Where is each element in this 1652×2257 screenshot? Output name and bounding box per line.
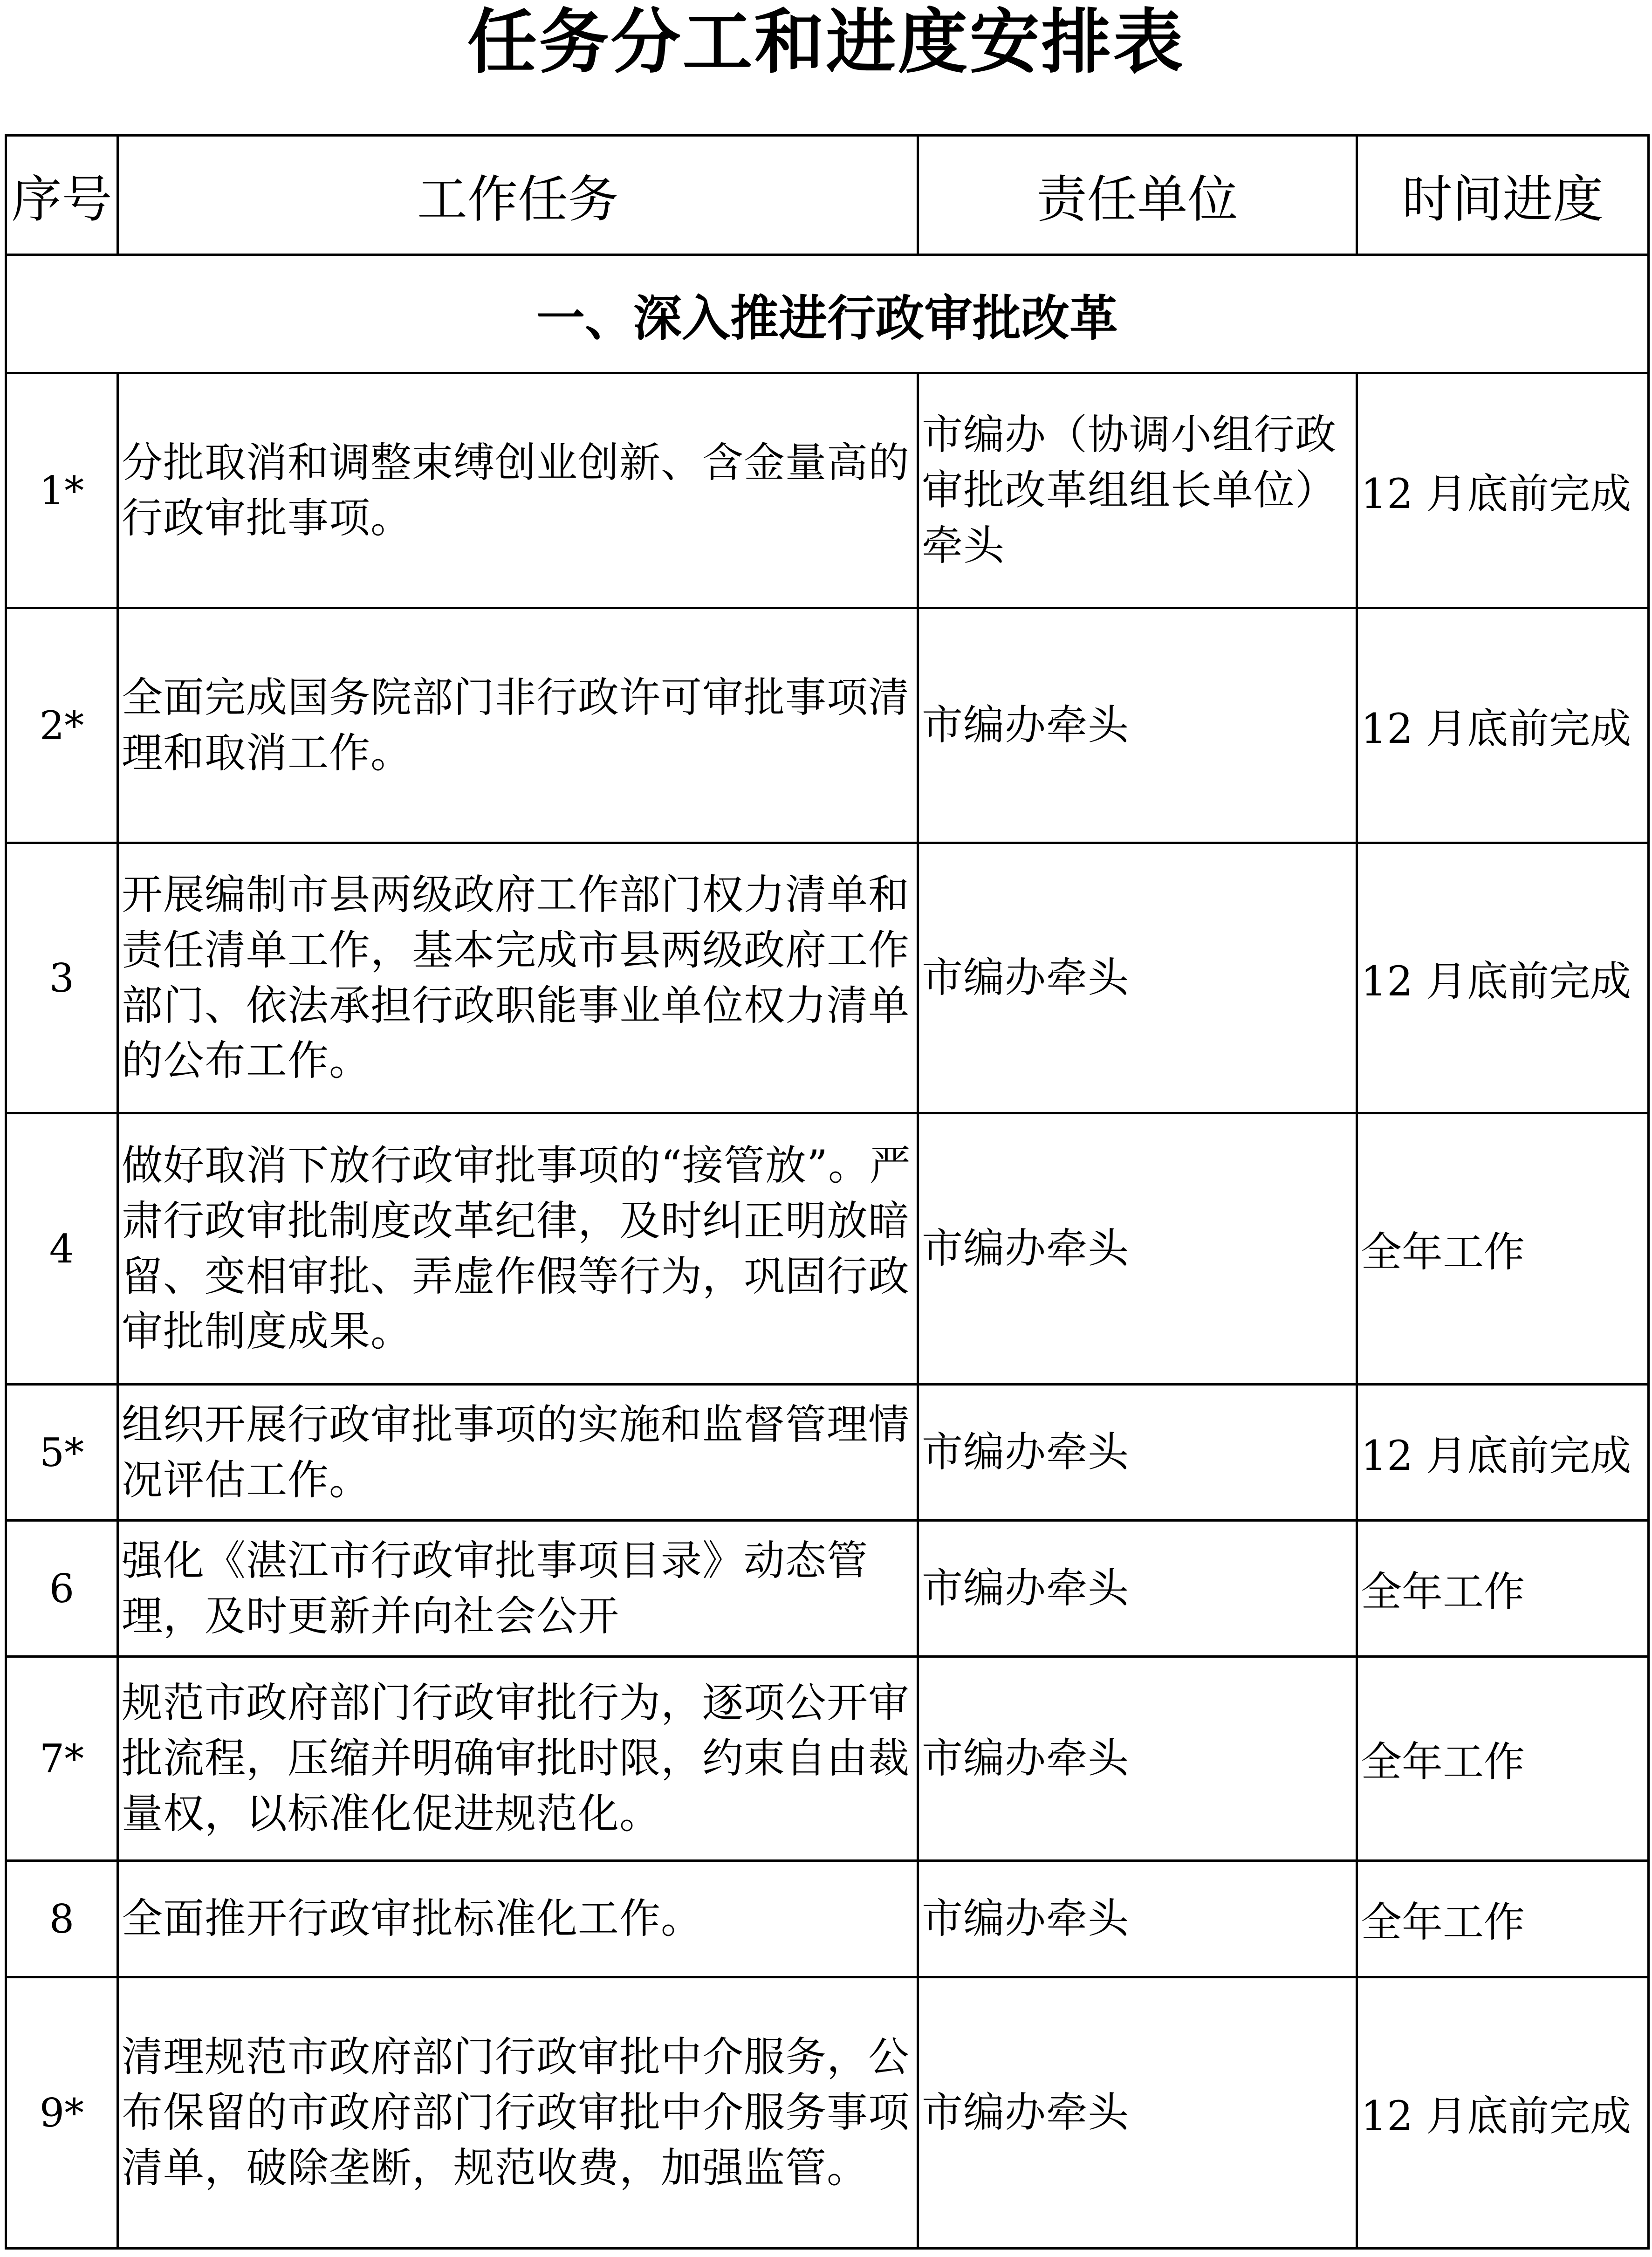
row-unit: 市编办牵头 [918,1521,1357,1657]
row-index: 9* [6,1977,118,2249]
header-unit: 责任单位 [918,136,1357,255]
row-time: 12 月底前完成 [1357,1385,1649,1521]
row-index: 5* [6,1385,118,1521]
table-row [6,1861,1649,1977]
row-unit: 市编办牵头 [918,1113,1357,1385]
row-task: 全面推开行政审批标准化工作。 [118,1861,918,1977]
row-task: 强化《湛江市行政审批事项目录》动态管理，及时更新并向社会公开 [118,1521,918,1657]
table-row [6,373,1649,608]
row-unit: 市编办（协调小组行政审批改革组组长单位）牵头 [918,373,1357,608]
section-heading: 一、深入推进行政审批改革 [6,255,1649,373]
table-row [6,843,1649,1113]
table-row [6,1521,1649,1657]
row-task: 清理规范市政府部门行政审批中介服务，公布保留的市政府部门行政审批中介服务事项清单，破除垄断，规范收费，加强监管。 [118,1977,918,2249]
row-unit: 市编办牵头 [918,1657,1357,1861]
row-index: 4 [6,1113,118,1385]
table-header-row [6,136,1649,255]
row-index: 2* [6,608,118,843]
row-task: 组织开展行政审批事项的实施和监督管理情况评估工作。 [118,1385,918,1521]
row-time: 全年工作 [1357,1113,1649,1385]
header-time: 时间进度 [1357,136,1649,255]
row-task: 全面完成国务院部门非行政许可审批事项清理和取消工作。 [118,608,918,843]
row-index: 8 [6,1861,118,1977]
row-time: 12 月底前完成 [1357,373,1649,608]
row-task: 分批取消和调整束缚创业创新、含金量高的行政审批事项。 [118,373,918,608]
table-row [6,1657,1649,1861]
row-index: 7* [6,1657,118,1861]
row-time: 12 月底前完成 [1357,843,1649,1113]
section-row [6,255,1649,373]
row-index: 3 [6,843,118,1113]
table-row [6,608,1649,843]
document-title: 任务分工和进度安排表 [467,1,1185,83]
row-task: 规范市政府部门行政审批行为，逐项公开审批流程，压缩并明确审批时限，约束自由裁量权，以标准化促进规范化。 [118,1657,918,1861]
row-unit: 市编办牵头 [918,1385,1357,1521]
row-time: 全年工作 [1357,1861,1649,1977]
row-unit: 市编办牵头 [918,608,1357,843]
table-row [6,1113,1649,1385]
row-task: 开展编制市县两级政府工作部门权力清单和责任清单工作，基本完成市县两级政府工作部门、依法承担行政职能事业单位权力清单的公布工作。 [118,843,918,1113]
row-unit: 市编办牵头 [918,843,1357,1113]
row-time: 全年工作 [1357,1657,1649,1861]
row-time: 12 月底前完成 [1357,608,1649,843]
row-index: 1* [6,373,118,608]
table-row [6,1977,1649,2249]
row-unit: 市编办牵头 [918,1977,1357,2249]
header-task: 工作任务 [118,136,918,255]
table-row [6,1385,1649,1521]
row-task: 做好取消下放行政审批事项的“接管放”。严肃行政审批制度改革纪律，及时纠正明放暗留、变相审批、弄虚作假等行为，巩固行政审批制度成果。 [118,1113,918,1385]
header-index: 序号 [6,136,118,255]
row-time: 12 月底前完成 [1357,1977,1649,2249]
task-schedule-table [5,134,1650,2250]
row-unit: 市编办牵头 [918,1861,1357,1977]
row-time: 全年工作 [1357,1521,1649,1657]
row-index: 6 [6,1521,118,1657]
